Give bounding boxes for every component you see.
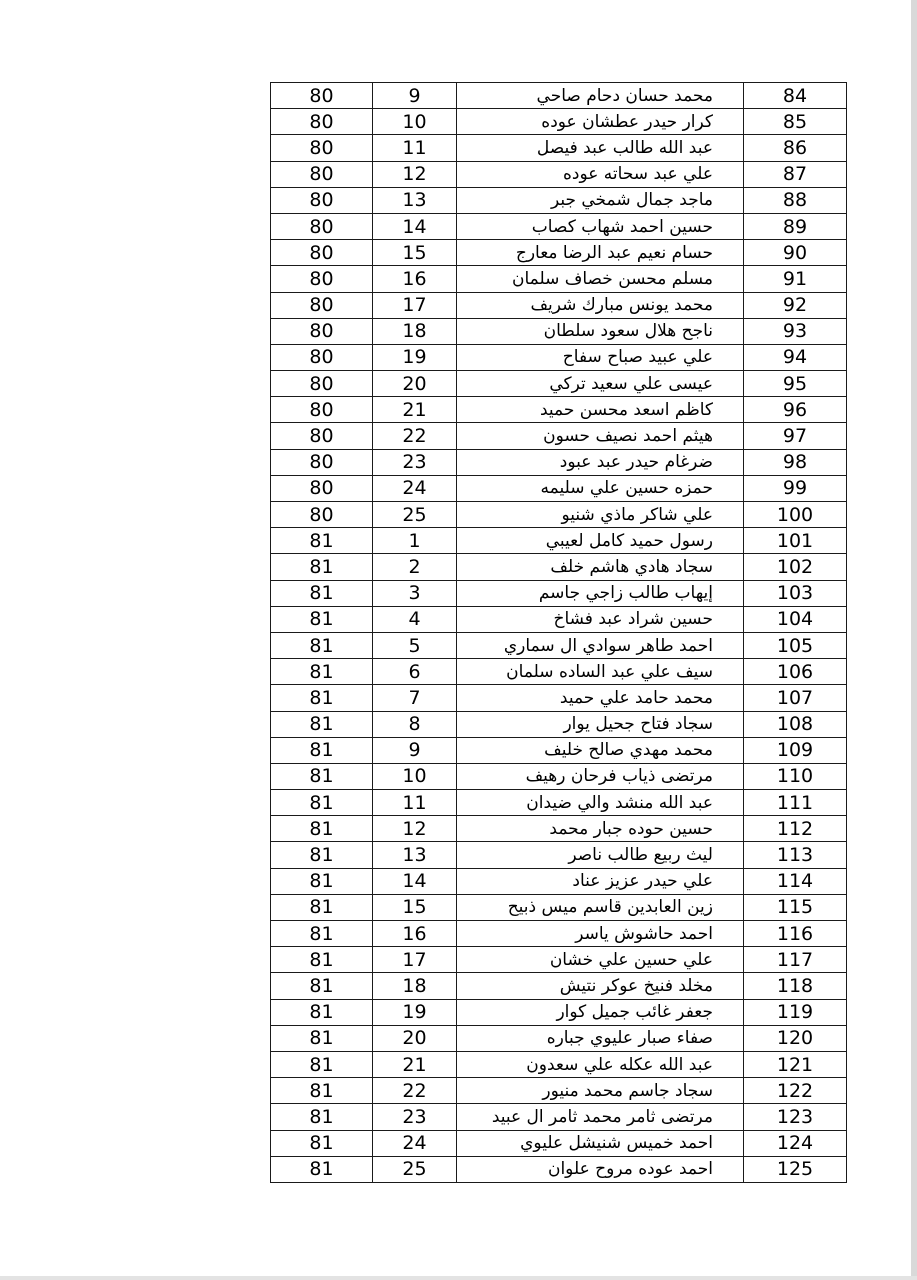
table-row (271, 1156, 847, 1182)
sequence-cell: 5 (373, 632, 457, 658)
name-cell: كاظم اسعد محسن حميد (457, 397, 744, 423)
serial-number-cell: 122 (744, 1078, 847, 1104)
group-cell: 81 (271, 711, 373, 737)
name-cell: حمزه حسين علي سليمه (457, 475, 744, 501)
name-cell: سيف علي عبد الساده سلمان (457, 659, 744, 685)
name-cell: سجاد جاسم محمد منيور (457, 1078, 744, 1104)
serial-number-cell: 120 (744, 1025, 847, 1051)
serial-number-cell: 94 (744, 344, 847, 370)
table-row (271, 842, 847, 868)
name-cell: عيسى علي سعيد تركي (457, 371, 744, 397)
sequence-cell: 12 (373, 816, 457, 842)
table-row (271, 1104, 847, 1130)
group-cell: 80 (271, 161, 373, 187)
table-row (271, 318, 847, 344)
name-cell: ليث ربيع طالب ناصر (457, 842, 744, 868)
group-cell: 81 (271, 1051, 373, 1077)
group-cell: 81 (271, 659, 373, 685)
sequence-cell: 21 (373, 397, 457, 423)
group-cell: 80 (271, 266, 373, 292)
serial-number-cell: 103 (744, 580, 847, 606)
group-cell: 80 (271, 344, 373, 370)
name-cell: ضرغام حيدر عبد عبود (457, 449, 744, 475)
name-cell: محمد حسان دحام صاحي (457, 83, 744, 109)
serial-number-cell: 108 (744, 711, 847, 737)
sequence-cell: 24 (373, 475, 457, 501)
group-cell: 81 (271, 737, 373, 763)
serial-number-cell: 111 (744, 790, 847, 816)
table-row (271, 1130, 847, 1156)
sequence-cell: 22 (373, 1078, 457, 1104)
sequence-cell: 19 (373, 344, 457, 370)
table-row (271, 187, 847, 213)
group-cell: 81 (271, 1078, 373, 1104)
serial-number-cell: 125 (744, 1156, 847, 1182)
sequence-cell: 14 (373, 868, 457, 894)
serial-number-cell: 89 (744, 213, 847, 239)
sequence-cell: 23 (373, 1104, 457, 1130)
serial-number-cell: 100 (744, 502, 847, 528)
serial-number-cell: 106 (744, 659, 847, 685)
table-row (271, 659, 847, 685)
page-edge (911, 0, 917, 1280)
name-cell: كرار حيدر عطشان عوده (457, 109, 744, 135)
name-cell: عبد الله عكله علي سعدون (457, 1051, 744, 1077)
group-cell: 80 (271, 502, 373, 528)
name-cell: حسام نعيم عبد الرضا معارج (457, 240, 744, 266)
group-cell: 80 (271, 318, 373, 344)
name-cell: صفاء صبار عليوي جباره (457, 1025, 744, 1051)
sequence-cell: 3 (373, 580, 457, 606)
serial-number-cell: 116 (744, 921, 847, 947)
serial-number-cell: 96 (744, 397, 847, 423)
serial-number-cell: 102 (744, 554, 847, 580)
serial-number-cell: 85 (744, 109, 847, 135)
serial-number-cell: 97 (744, 423, 847, 449)
group-cell: 81 (271, 554, 373, 580)
name-cell: مسلم محسن خصاف سلمان (457, 266, 744, 292)
table-row (271, 344, 847, 370)
name-cell: علي حيدر عزيز عناد (457, 868, 744, 894)
group-cell: 81 (271, 580, 373, 606)
name-cell: ماجد جمال شمخي جبر (457, 187, 744, 213)
page-edge (0, 1276, 917, 1280)
serial-number-cell: 121 (744, 1051, 847, 1077)
sequence-cell: 11 (373, 790, 457, 816)
sequence-cell: 1 (373, 528, 457, 554)
sequence-cell: 16 (373, 266, 457, 292)
sequence-cell: 4 (373, 606, 457, 632)
table-row (271, 737, 847, 763)
group-cell: 80 (271, 109, 373, 135)
group-cell: 81 (271, 842, 373, 868)
name-cell: علي شاكر ماذي شنيو (457, 502, 744, 528)
name-cell: عبد الله طالب عبد فيصل (457, 135, 744, 161)
group-cell: 80 (271, 240, 373, 266)
sequence-cell: 11 (373, 135, 457, 161)
table-row (271, 213, 847, 239)
table-row (271, 973, 847, 999)
group-cell: 81 (271, 1130, 373, 1156)
serial-number-cell: 115 (744, 894, 847, 920)
sequence-cell: 7 (373, 685, 457, 711)
table-row (271, 161, 847, 187)
name-cell: ناجح هلال سعود سلطان (457, 318, 744, 344)
table-row (271, 711, 847, 737)
serial-number-cell: 86 (744, 135, 847, 161)
group-cell: 81 (271, 868, 373, 894)
sequence-cell: 20 (373, 1025, 457, 1051)
sequence-cell: 10 (373, 109, 457, 135)
group-cell: 80 (271, 423, 373, 449)
sequence-cell: 17 (373, 292, 457, 318)
name-cell: جعفر غائب جميل كوار (457, 999, 744, 1025)
name-cell: علي عبد سحاته عوده (457, 161, 744, 187)
sequence-cell: 9 (373, 83, 457, 109)
serial-number-cell: 110 (744, 763, 847, 789)
name-cell: سجاد فتاح جحيل يوار (457, 711, 744, 737)
table-row (271, 894, 847, 920)
sequence-cell: 15 (373, 240, 457, 266)
group-cell: 80 (271, 371, 373, 397)
serial-number-cell: 99 (744, 475, 847, 501)
table-row (271, 502, 847, 528)
name-cell: احمد خميس شنيشل عليوي (457, 1130, 744, 1156)
name-cell: سجاد هادي هاشم خلف (457, 554, 744, 580)
serial-number-cell: 119 (744, 999, 847, 1025)
group-cell: 81 (271, 528, 373, 554)
group-cell: 80 (271, 475, 373, 501)
sequence-cell: 13 (373, 187, 457, 213)
group-cell: 81 (271, 1104, 373, 1130)
table-row (271, 423, 847, 449)
table-row (271, 921, 847, 947)
table-row (271, 1051, 847, 1077)
sequence-cell: 18 (373, 973, 457, 999)
serial-number-cell: 124 (744, 1130, 847, 1156)
sequence-cell: 12 (373, 161, 457, 187)
serial-number-cell: 95 (744, 371, 847, 397)
serial-number-cell: 92 (744, 292, 847, 318)
name-cell: رسول حميد كامل لعيبي (457, 528, 744, 554)
group-cell: 80 (271, 83, 373, 109)
table-row (271, 868, 847, 894)
roster-table-body (271, 83, 847, 1183)
table-row (271, 1025, 847, 1051)
table-row (271, 266, 847, 292)
name-cell: مرتضى ثامر محمد ثامر ال عبيد (457, 1104, 744, 1130)
table-row (271, 83, 847, 109)
group-cell: 81 (271, 947, 373, 973)
group-cell: 81 (271, 685, 373, 711)
group-cell: 81 (271, 816, 373, 842)
group-cell: 80 (271, 397, 373, 423)
serial-number-cell: 98 (744, 449, 847, 475)
table-row (271, 292, 847, 318)
table-row (271, 606, 847, 632)
sequence-cell: 23 (373, 449, 457, 475)
name-cell: مخلد فنيخ عوكر نتيش (457, 973, 744, 999)
group-cell: 81 (271, 999, 373, 1025)
table-row (271, 109, 847, 135)
serial-number-cell: 90 (744, 240, 847, 266)
table-row (271, 528, 847, 554)
name-cell: احمد حاشوش ياسر (457, 921, 744, 947)
name-cell: حسين حوده جبار محمد (457, 816, 744, 842)
serial-number-cell: 114 (744, 868, 847, 894)
sequence-cell: 14 (373, 213, 457, 239)
sequence-cell: 21 (373, 1051, 457, 1077)
serial-number-cell: 105 (744, 632, 847, 658)
group-cell: 80 (271, 135, 373, 161)
sequence-cell: 2 (373, 554, 457, 580)
table-row (271, 947, 847, 973)
serial-number-cell: 101 (744, 528, 847, 554)
name-cell: إيهاب طالب زاجي جاسم (457, 580, 744, 606)
table-row (271, 632, 847, 658)
serial-number-cell: 112 (744, 816, 847, 842)
group-cell: 80 (271, 292, 373, 318)
group-cell: 81 (271, 973, 373, 999)
name-cell: حسين شراد عبد فشاخ (457, 606, 744, 632)
name-cell: عبد الله منشد والي ضيدان (457, 790, 744, 816)
group-cell: 81 (271, 1025, 373, 1051)
sequence-cell: 25 (373, 502, 457, 528)
group-cell: 80 (271, 187, 373, 213)
sequence-cell: 8 (373, 711, 457, 737)
serial-number-cell: 123 (744, 1104, 847, 1130)
table-row (271, 999, 847, 1025)
serial-number-cell: 104 (744, 606, 847, 632)
sequence-cell: 6 (373, 659, 457, 685)
roster-table (270, 82, 847, 1183)
table-row (271, 685, 847, 711)
name-cell: احمد عوده مروح علوان (457, 1156, 744, 1182)
serial-number-cell: 109 (744, 737, 847, 763)
group-cell: 81 (271, 921, 373, 947)
sequence-cell: 17 (373, 947, 457, 973)
table-row (271, 475, 847, 501)
serial-number-cell: 113 (744, 842, 847, 868)
serial-number-cell: 87 (744, 161, 847, 187)
table-row (271, 554, 847, 580)
serial-number-cell: 88 (744, 187, 847, 213)
group-cell: 80 (271, 449, 373, 475)
sequence-cell: 10 (373, 763, 457, 789)
name-cell: علي حسين علي خشان (457, 947, 744, 973)
serial-number-cell: 107 (744, 685, 847, 711)
serial-number-cell: 84 (744, 83, 847, 109)
group-cell: 81 (271, 894, 373, 920)
sequence-cell: 16 (373, 921, 457, 947)
table-row (271, 763, 847, 789)
serial-number-cell: 117 (744, 947, 847, 973)
name-cell: مرتضى ذياب فرحان رهيف (457, 763, 744, 789)
sequence-cell: 9 (373, 737, 457, 763)
group-cell: 80 (271, 213, 373, 239)
name-cell: علي عبيد صباح سفاح (457, 344, 744, 370)
group-cell: 81 (271, 790, 373, 816)
table-row (271, 1078, 847, 1104)
name-cell: احمد طاهر سوادي ال سماري (457, 632, 744, 658)
table-row (271, 580, 847, 606)
sequence-cell: 25 (373, 1156, 457, 1182)
table-row (271, 135, 847, 161)
sequence-cell: 18 (373, 318, 457, 344)
group-cell: 81 (271, 606, 373, 632)
serial-number-cell: 118 (744, 973, 847, 999)
table-row (271, 371, 847, 397)
table-row (271, 240, 847, 266)
sequence-cell: 19 (373, 999, 457, 1025)
name-cell: زين العابدين قاسم ميس ذبيح (457, 894, 744, 920)
name-cell: هيثم احمد نصيف حسون (457, 423, 744, 449)
name-cell: محمد مهدي صالح خليف (457, 737, 744, 763)
name-cell: محمد يونس مبارك شريف (457, 292, 744, 318)
table-row (271, 816, 847, 842)
group-cell: 81 (271, 1156, 373, 1182)
group-cell: 81 (271, 632, 373, 658)
sequence-cell: 24 (373, 1130, 457, 1156)
sequence-cell: 22 (373, 423, 457, 449)
sequence-cell: 15 (373, 894, 457, 920)
group-cell: 81 (271, 763, 373, 789)
table-row (271, 397, 847, 423)
serial-number-cell: 91 (744, 266, 847, 292)
sequence-cell: 20 (373, 371, 457, 397)
sequence-cell: 13 (373, 842, 457, 868)
serial-number-cell: 93 (744, 318, 847, 344)
name-cell: حسين احمد شهاب كصاب (457, 213, 744, 239)
table-row (271, 790, 847, 816)
name-cell: محمد حامد علي حميد (457, 685, 744, 711)
table-row (271, 449, 847, 475)
